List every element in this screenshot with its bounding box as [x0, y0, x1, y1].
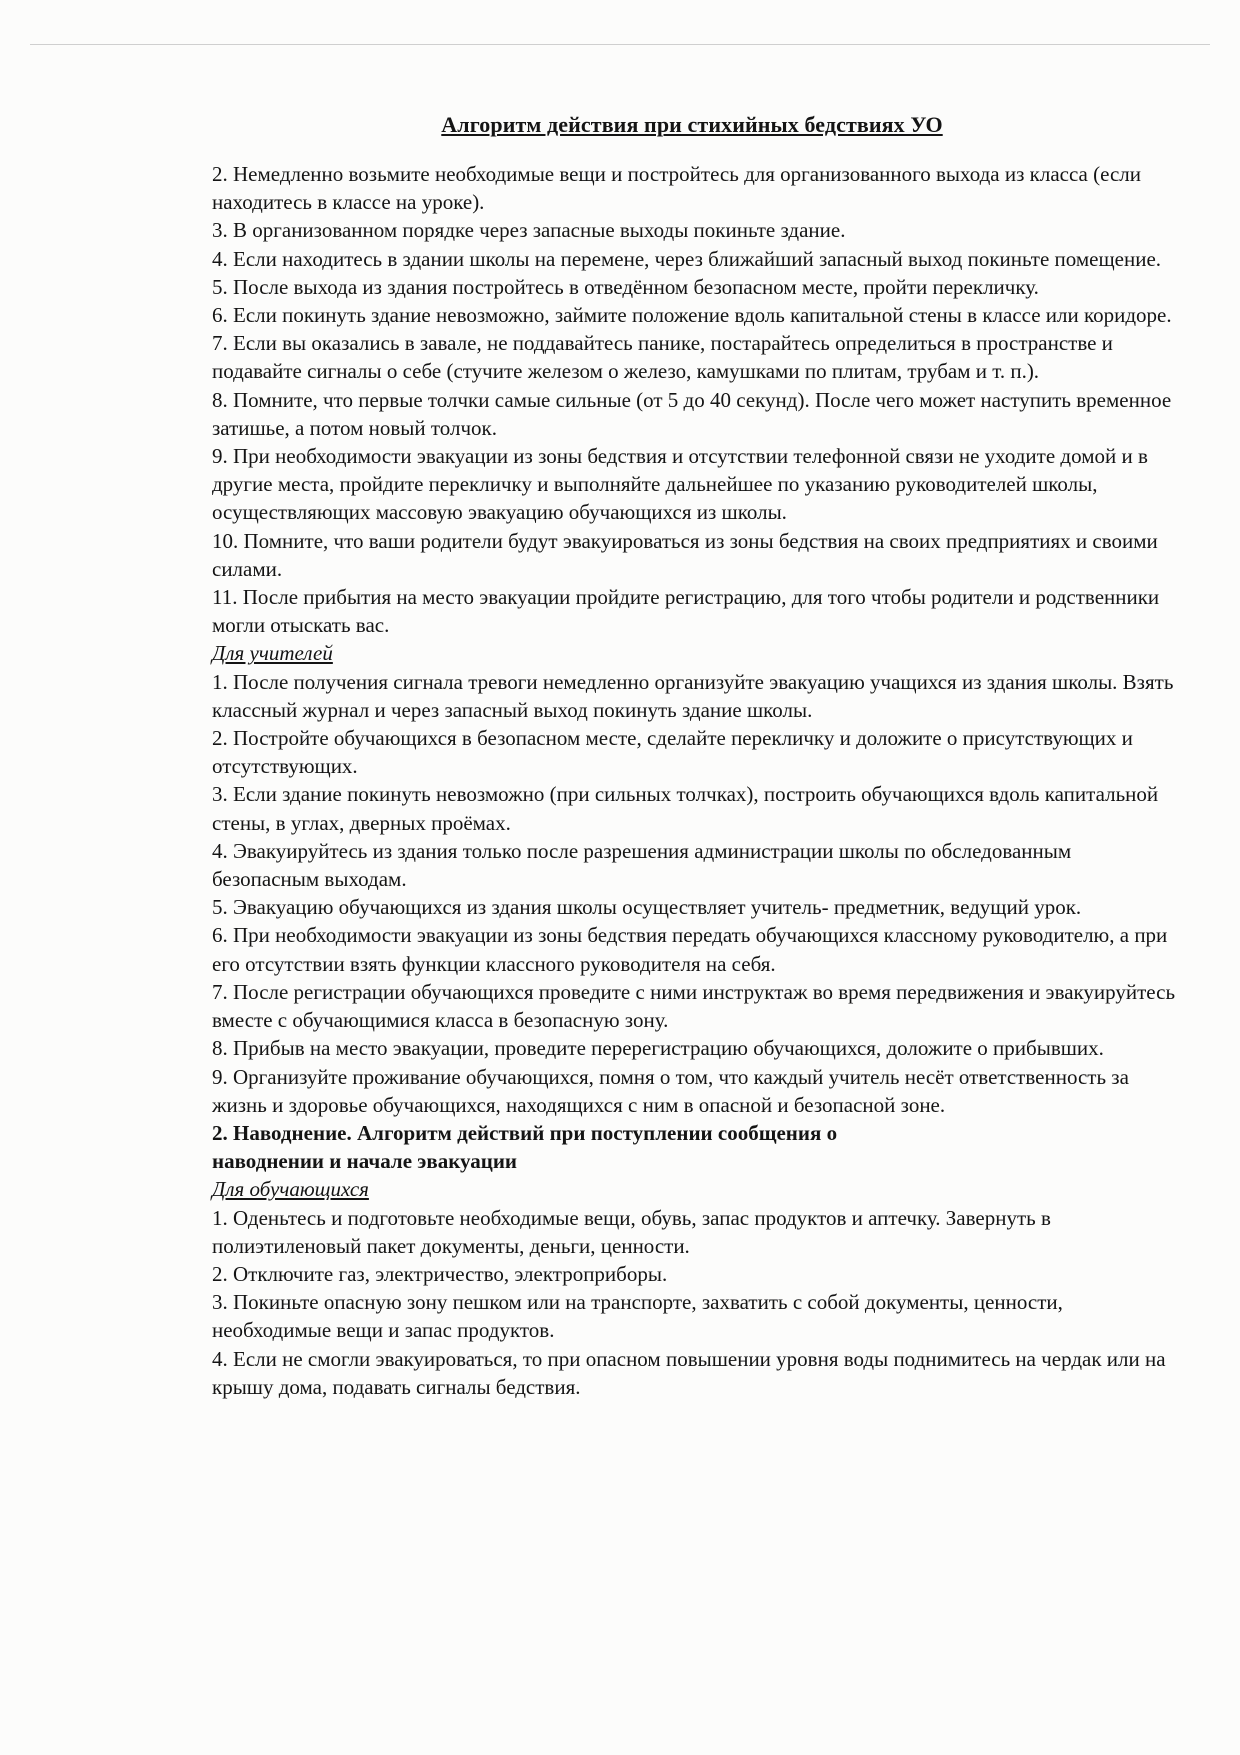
flood-step-2: 2. Отключите газ, электричество, электроприборы. — [212, 1261, 668, 1286]
teacher-step-5: 5. Эвакуацию обучающихся из здания школы осуществляет учитель- предметник, ведущий урок. — [212, 895, 1082, 920]
students-subheading: Для обучающихся — [212, 1177, 369, 1202]
earthquake-step-8: 8. Помните, что первые толчки самые сильные (от 5 до 40 секунд). После чего может наступить временное затишье, а потом новый толчок. — [212, 387, 1172, 440]
flood-heading-line-2: наводнении и начале эвакуации — [212, 1149, 518, 1174]
teacher-step-8: 8. Прибыв на место эвакуации, проведите перерегистрацию обучающихся, доложите о прибывших. — [212, 1036, 1104, 1061]
flood-section-heading — [212, 1119, 1182, 1175]
flood-heading-line-1: 2. Наводнение. Алгоритм действий при поступлении сообщения о — [212, 1120, 838, 1145]
earthquake-step-3: 3. В организованном порядке через запасные выходы покиньте здание. — [212, 218, 846, 243]
earthquake-step-11: 11. После прибытия на место эвакуации пройдите регистрацию, для того чтобы родители и родственники могли отыскать вас. — [212, 585, 1160, 638]
teacher-step-7: 7. После регистрации обучающихся проведите с ними инструктаж во время передвижения и эвакуируйтесь вместе с обучающимися класса в безопасную зону. — [212, 979, 1176, 1033]
teacher-step-2: 2. Постройте обучающихся в безопасном месте, сделайте перекличку и доложите о присутствующих и отсутствующих. — [212, 726, 1133, 779]
teacher-step-4: 4. Эвакуируйтесь из здания только после разрешения администрации школы по обследованным безопасным выходам. — [212, 838, 1072, 892]
earthquake-step-4: 4. Если находитесь в здании школы на перемене, через ближайший запасный выход покиньте помещение. — [212, 246, 1162, 271]
flood-step-1: 1. Оденьтесь и подготовьте необходимые вещи, обувь, запас продуктов и аптечку. Завернуть в полиэтиленовый пакет документы, деньги, ценности. — [212, 1205, 1051, 1258]
teachers-subheading: Для учителей — [212, 641, 333, 666]
document-title: Алгоритм действия при стихийных бедствиях УО — [441, 112, 943, 137]
flood-step-3: 3. Покиньте опасную зону пешком или на транспорте, захватить с собой документы, ценности, необходимые вещи и запас продуктов. — [212, 1290, 1063, 1343]
earthquake-step-5: 5. После выхода из здания постройтесь в отведённом безопасном месте, пройти перекличку. — [212, 274, 1039, 299]
teacher-step-6: 6. При необходимости эвакуации из зоны бедствия передать обучающихся классному руководителю, а при его отсутствии взять функции классного руководителя на себя. — [212, 923, 1168, 976]
document-page — [212, 112, 1182, 1401]
document-body — [212, 160, 1182, 1401]
page-top-edge-line — [30, 44, 1210, 45]
teacher-step-3: 3. Если здание покинуть невозможно (при сильных толчках), построить обучающихся вдоль капитальной стены, в углах, дверных проёмах. — [212, 782, 1159, 835]
earthquake-step-7: 7. Если вы оказались в завале, не поддавайтесь панике, постарайтесь определиться в пространстве и подавайте сигналы о себе (стучите железом о железо, камушками по плитам, трубам и т. п.). — [212, 331, 1113, 384]
earthquake-step-9: 9. При необходимости эвакуации из зоны бедствия и отсутствии телефонной связи не уходите домой и в другие места, пройдите перекличку и выполняйте дальнейшее по указанию руководителей школы, осуществляющих массовую эвакуацию обучающихся из школы. — [212, 444, 1148, 525]
teacher-step-9: 9. Организуйте проживание обучающихся, помня о том, что каждый учитель несёт ответственность за жизнь и здоровье обучающихся, находящихся с ним в опасной и безопасной зоне. — [212, 1064, 1129, 1117]
earthquake-step-2: 2. Немедленно возьмите необходимые вещи и постройтесь для организованного выхода из класса (если находитесь в классе на уроке). — [212, 162, 1142, 215]
earthquake-step-6: 6. Если покинуть здание невозможно, займите положение вдоль капитальной стены в классе или коридоре. — [212, 303, 1172, 328]
teacher-step-1: 1. После получения сигнала тревоги немедленно организуйте эвакуацию учащихся из здания школы. Взять классный журнал и через запасный выход покинуть здание школы. — [212, 669, 1174, 722]
earthquake-step-10: 10. Помните, что ваши родители будут эвакуироваться из зоны бедствия на своих предприятиях и своими силами. — [212, 528, 1158, 581]
flood-step-4: 4. Если не смогли эвакуироваться, то при опасном повышении уровня воды поднимитесь на чердак или на крышу дома, подавать сигналы бедствия. — [212, 1346, 1166, 1399]
